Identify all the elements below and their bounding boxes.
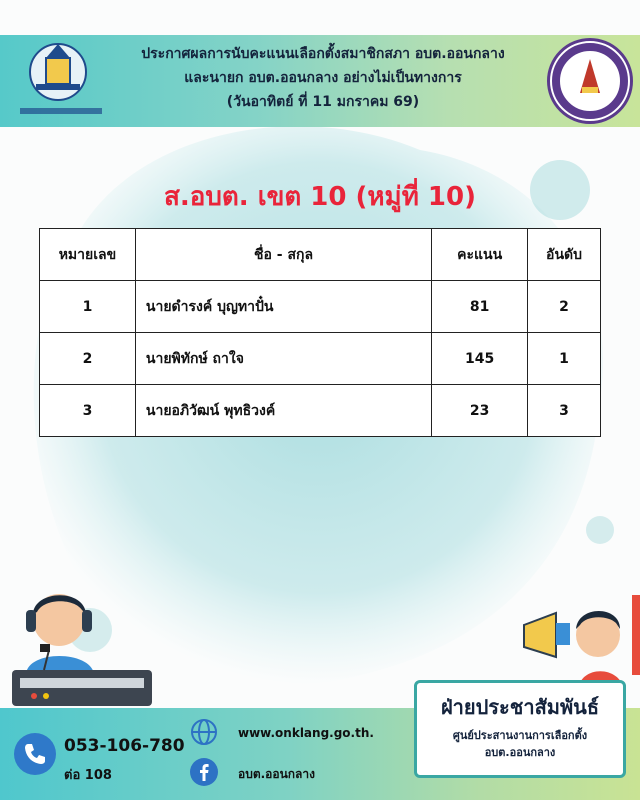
table-row <box>40 385 601 437</box>
header-line-2: และนายก อบต.ออนกลาง อย่างไม่เป็นทางการ <box>184 70 462 86</box>
header-number: หมายเลข <box>40 229 136 281</box>
facebook-link[interactable]: อบต.ออนกลาง <box>238 767 316 781</box>
pr-department-box <box>414 680 626 778</box>
pr-subtitle <box>417 727 623 761</box>
page-title: ส.อบต. เขต 10 (หมู่ที่ 10) <box>164 182 476 212</box>
announcer-illustration <box>4 570 154 720</box>
government-seal-logo <box>16 36 106 124</box>
cell-name: นายอภิวัฒน์ พุทธิวงค์ <box>135 385 431 437</box>
onklang-emblem-icon <box>550 41 630 121</box>
facebook-icon <box>190 758 218 786</box>
table-row <box>40 333 601 385</box>
cell-name: นายดำรงค์ บุญทาปั๋น <box>135 281 431 333</box>
cell-name: นายพิทักษ์ ถาใจ <box>135 333 431 385</box>
cell-rank: 3 <box>528 385 601 437</box>
header-score: คะแนน <box>432 229 528 281</box>
cell-score: 23 <box>432 385 528 437</box>
cell-number: 2 <box>40 333 136 385</box>
phone-icon <box>14 733 56 775</box>
website-link[interactable]: www.onklang.go.th. <box>238 726 374 740</box>
cell-score: 81 <box>432 281 528 333</box>
table-row <box>40 281 601 333</box>
onklang-logo <box>547 38 633 124</box>
megaphone-illustration <box>520 595 640 690</box>
phone-extension: ต่อ 108 <box>64 768 112 783</box>
cell-number: 1 <box>40 281 136 333</box>
header-line-1: ประกาศผลการนับคะแนนเลือกตั้งสมาชิกสภา อบต.ออนกลาง <box>141 46 505 62</box>
header-line-3: (วันอาทิตย์ ที่ 11 มกราคม 69) <box>226 94 420 110</box>
cell-rank: 1 <box>528 333 601 385</box>
pr-line-2: อบต.ออนกลาง <box>484 746 556 759</box>
results-table <box>39 228 601 437</box>
cell-number: 3 <box>40 385 136 437</box>
globe-icon <box>190 718 218 746</box>
cell-rank: 2 <box>528 281 601 333</box>
header-name: ชื่อ - สกุล <box>135 229 431 281</box>
pr-title: ฝ่ายประชาสัมพันธ์ <box>440 695 600 719</box>
table-header-row <box>40 229 601 281</box>
header-rank: อันดับ <box>528 229 601 281</box>
phone-number[interactable]: 053-106-780 <box>64 736 185 756</box>
pr-line-1: ศูนย์ประสานงานการเลือกตั้ง <box>452 729 588 742</box>
header-text <box>108 42 538 114</box>
cell-score: 145 <box>432 333 528 385</box>
